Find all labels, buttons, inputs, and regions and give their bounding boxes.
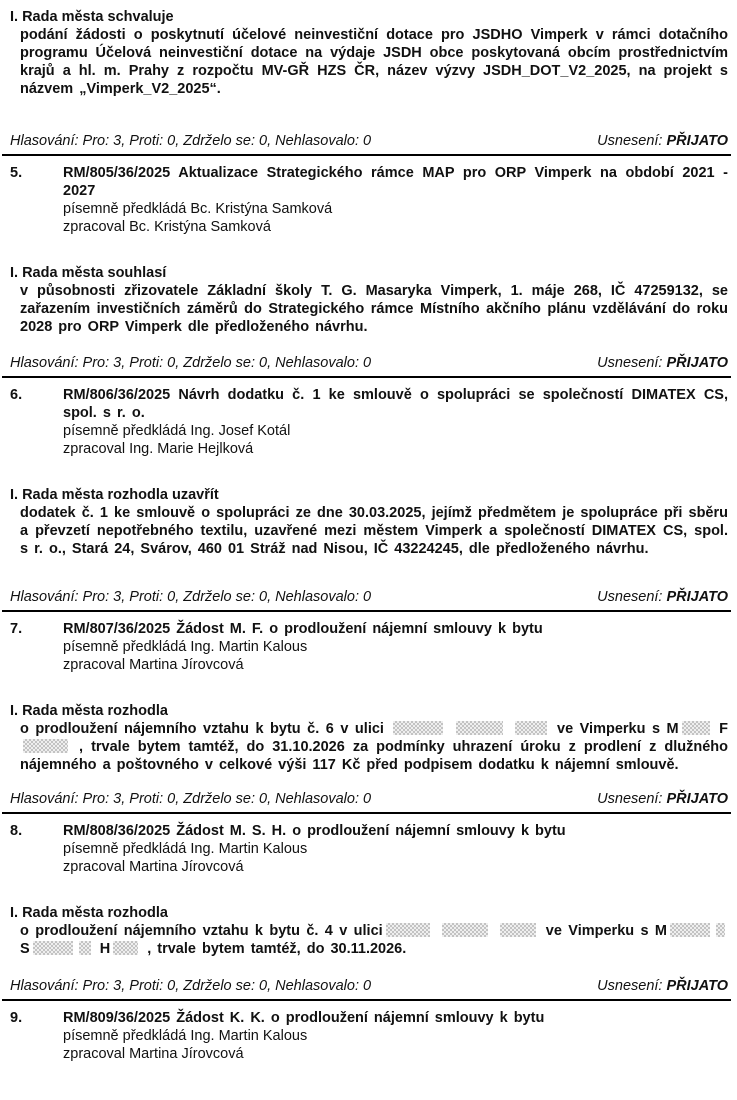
agenda-item-header [10, 164, 728, 200]
resolution-text-segment: , trvale bytem tamtéž, do 31.10.2026 za podmínky uhrazení úroku z prodlení z dlužného nájemného a poštovného v celkové výši 117 Kč před podpisem dodatku k nájemní smlouvě. [20, 739, 729, 773]
redacted-text [500, 923, 536, 937]
resolution-status [597, 132, 728, 150]
section-divider [2, 812, 731, 814]
resolution-text-segment: S [20, 941, 30, 957]
vote-results: Hlasování: Pro: 3, Proti: 0, Zdrželo se: 0, Nehlasovalo: 0 [10, 589, 372, 605]
section-divider [2, 376, 731, 378]
resolution-text-segment: ve Vimperku s M [545, 923, 667, 939]
agenda-item-5 [0, 164, 737, 336]
agenda-item-9 [0, 1009, 737, 1063]
vote-results: Hlasování: Pro: 3, Proti: 0, Zdrželo se: 0, Nehlasovalo: 0 [10, 355, 372, 371]
redacted-text [682, 721, 710, 735]
resolution-heading: I. Rada města schvaluje [10, 9, 174, 25]
resolution-text: dodatek č. 1 ke smlouvě o spolupráci ze dne 30.03.2025, jejímž předmětem je spolupráce při sběru a převzetí nepotřebného textilu, uzavřené mezi městem Vimperk a společností DIMATEX CS, spol. s r. o., Stará 24, Svárov, 460 01 Stráž nad Nisou, IČ 43224245, dle předloženého návrhu. [20, 505, 728, 557]
prepared-by: zpracoval Martina Jírovcová [63, 859, 244, 875]
agenda-item-header [10, 1009, 728, 1027]
redacted-text [393, 721, 443, 735]
resolution-status [597, 588, 728, 606]
submitted-by: písemně předkládá Bc. Kristýna Samková [63, 201, 333, 217]
resolution-text-segment: o prodloužení nájemního vztahu k bytu č. 6 v ulici [20, 721, 384, 737]
resolution-text-segment: H [99, 941, 111, 957]
vote-bar [0, 588, 737, 606]
resolution-status-label: Usnesení: [597, 589, 663, 605]
agenda-item-title: RM/809/36/2025 Žádost K. K. o prodloužení nájemní smlouvy k bytu [63, 1010, 545, 1026]
redacted-text [442, 923, 488, 937]
resolution-status-value: PŘIJATO [666, 133, 728, 149]
vote-results: Hlasování: Pro: 3, Proti: 0, Zdrželo se: 0, Nehlasovalo: 0 [10, 978, 372, 994]
submitted-by: písemně předkládá Ing. Martin Kalous [63, 841, 308, 857]
agenda-item-title: RM/805/36/2025 Aktualizace Strategického rámce MAP pro ORP Vimperk na období 2021 - 2027 [63, 165, 728, 199]
prepared-by: zpracoval Bc. Kristýna Samková [63, 219, 271, 235]
resolution-heading: I. Rada města rozhodla uzavřít [10, 487, 219, 503]
resolution-status-value: PŘIJATO [666, 589, 728, 605]
resolution-text-segment: F [719, 721, 728, 737]
vote-results: Hlasování: Pro: 3, Proti: 0, Zdrželo se: 0, Nehlasovalo: 0 [10, 133, 372, 149]
resolution-text-segment: , trvale bytem tamtéž, do 30.11.2026. [147, 941, 407, 957]
prepared-by: zpracoval Martina Jírovcová [63, 657, 244, 673]
resolution-status [597, 354, 728, 372]
vote-bar [0, 977, 737, 995]
agenda-item-header [10, 386, 728, 422]
agenda-item-number: 5. [10, 165, 23, 181]
resolution-text-segment: o prodloužení nájemního vztahu k bytu č. 4 v ulici [20, 923, 383, 939]
resolution-heading: I. Rada města rozhodla [10, 905, 168, 921]
resolution-text: v působnosti zřizovatele Základní školy T. G. Masaryka Vimperk, 1. máje 268, IČ 47259132, se zařazením investičních záměrů do Strategického rámce Místního akčního plánu vzdělávání do roku 2028 pro ORP Vimperk dle předloženého návrhu. [20, 283, 728, 335]
section-divider [2, 610, 731, 612]
resolution-status-label: Usnesení: [597, 133, 663, 149]
resolution-text: podání žádosti o poskytnutí účelové neinvestiční dotace pro JSDHO Vimperk v rámci dotačního programu Účelová neinvestiční dotace na výdaje JSDH obce poskytovaná obcím prostřednictvím krajů a hl. m. Prahy z rozpočtu MV-GŘ HZS ČR, název výzvy JSDH_DOT_V2_2025, na projekt s názvem „Vimperk_V2_2025“. [20, 27, 728, 97]
agenda-item-title: RM/806/36/2025 Návrh dodatku č. 1 ke smlouvě o spolupráci se společností DIMATEX CS, spol. s r. o. [63, 387, 728, 421]
agenda-item-header [10, 620, 728, 638]
redacted-text [33, 941, 73, 955]
agenda-item-number: 6. [10, 387, 23, 403]
agenda-item-title: RM/808/36/2025 Žádost M. S. H. o prodloužení nájemní smlouvy k bytu [63, 823, 566, 839]
section-divider [2, 154, 731, 156]
agenda-item-number: 7. [10, 621, 23, 637]
agenda-item-number: 9. [10, 1010, 23, 1026]
prepared-by: zpracoval Ing. Marie Hejlková [63, 441, 254, 457]
resolution-text [10, 922, 728, 958]
resolution-status-value: PŘIJATO [666, 978, 728, 994]
resolution-status [597, 790, 728, 808]
vote-bar [0, 132, 737, 150]
redacted-text [515, 721, 547, 735]
agenda-item-number: 8. [10, 823, 23, 839]
vote-bar [0, 790, 737, 808]
submitted-by: písemně předkládá Ing. Josef Kotál [63, 423, 291, 439]
section-divider [2, 999, 731, 1001]
resolution-status-value: PŘIJATO [666, 791, 728, 807]
prepared-by: zpracoval Martina Jírovcová [63, 1046, 244, 1062]
redacted-text [716, 923, 725, 937]
redacted-text [23, 739, 68, 753]
agenda-item-7 [0, 620, 737, 774]
redacted-text [113, 941, 138, 955]
section-intro-resolution [0, 8, 737, 98]
vote-results: Hlasování: Pro: 3, Proti: 0, Zdrželo se: 0, Nehlasovalo: 0 [10, 791, 372, 807]
resolution-heading: I. Rada města rozhodla [10, 703, 168, 719]
resolution-text-segment: ve Vimperku s M [557, 721, 679, 737]
agenda-item-header [10, 822, 728, 840]
redacted-text [386, 923, 430, 937]
redacted-text [79, 941, 91, 955]
resolution-status-label: Usnesení: [597, 791, 663, 807]
resolution-text [10, 720, 728, 774]
vote-bar [0, 354, 737, 372]
resolution-status-label: Usnesení: [597, 355, 663, 371]
submitted-by: písemně předkládá Ing. Martin Kalous [63, 1028, 308, 1044]
agenda-item-8 [0, 822, 737, 958]
redacted-text [456, 721, 503, 735]
agenda-item-title: RM/807/36/2025 Žádost M. F. o prodloužení nájemní smlouvy k bytu [63, 621, 543, 637]
resolution-status-label: Usnesení: [597, 978, 663, 994]
resolution-status [597, 977, 728, 995]
submitted-by: písemně předkládá Ing. Martin Kalous [63, 639, 308, 655]
resolution-status-value: PŘIJATO [666, 355, 728, 371]
agenda-item-6 [0, 386, 737, 558]
redacted-text [670, 923, 710, 937]
resolution-heading: I. Rada města souhlasí [10, 265, 167, 281]
